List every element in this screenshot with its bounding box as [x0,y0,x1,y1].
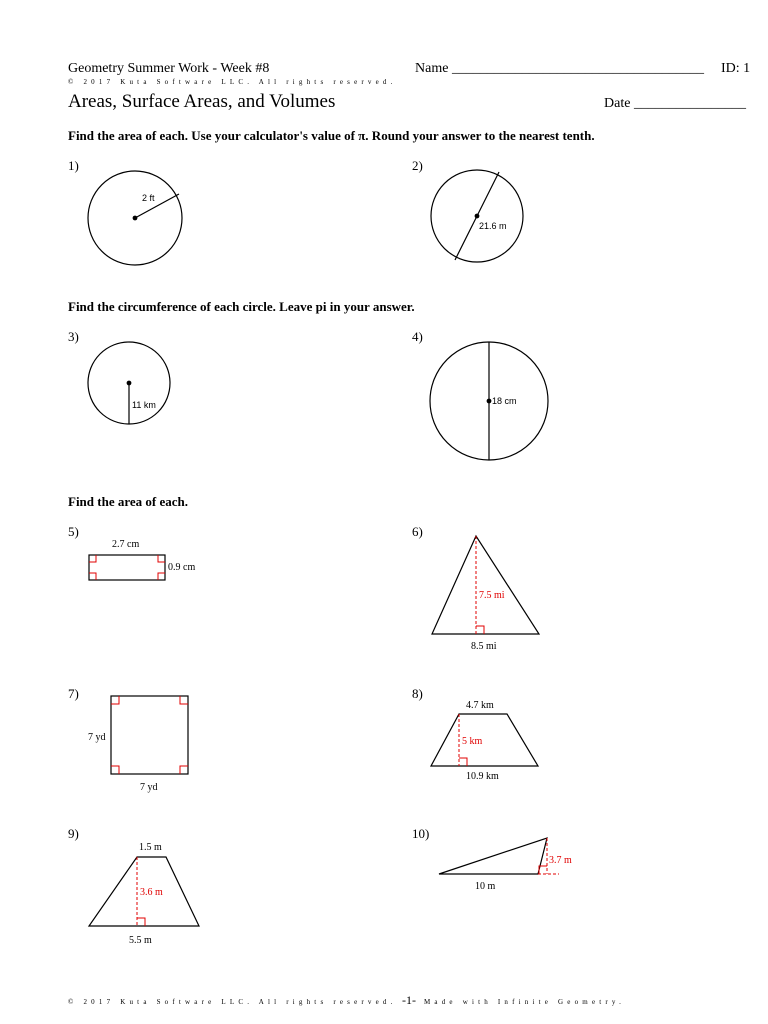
bottom-base-label: 10.9 km [466,771,499,782]
square-shape [111,696,188,774]
diameter-label: 21.6 m [479,221,507,231]
date-line: ________________ [634,96,746,111]
date-label: Date [604,96,631,111]
copyright-notice: © 2017 Kuta Software LLC. All rights reserved. [68,78,397,86]
rectangle-shape [89,555,165,580]
id-label: ID: 1 [721,61,751,76]
section-instruction-area: Find the area of each. [68,494,188,509]
width-label: 2.7 cm [112,539,140,550]
problem-2-circle [425,160,535,270]
name-line: ____________________________________ [452,61,704,76]
footer-copyright: © 2017 Kuta Software LLC. All rights reserved. [68,998,397,1006]
footer-credit: Made with Infinite Geometry. [424,998,626,1006]
height-label: 5 km [462,736,483,747]
right-angle-marker [476,626,484,634]
side-label: 7 yd [88,732,106,743]
trapezoid-shape [431,714,538,766]
problem-1-circle [80,160,200,280]
course-title: Geometry Summer Work - Week #8 [68,61,270,76]
problem-7-square [80,690,210,800]
problem-3-circle [80,335,190,435]
problem-10-triangle [425,830,572,895]
right-angle-markers [111,696,188,774]
problem-number: 9) [68,826,79,841]
diameter-label: 18 cm [492,396,517,406]
center-point [127,381,132,386]
page-number: -1- [402,993,416,1007]
base-label: 10 m [475,881,496,892]
base-label: 8.5 mi [471,641,497,652]
right-angle-marker [137,918,145,926]
problem-number: 5) [68,524,79,539]
center-point [133,216,138,221]
problem-number: 2) [412,158,423,173]
top-base-label: 4.7 km [466,700,494,711]
problem-9-trapezoid [80,835,200,950]
top-base-label: 1.5 m [139,842,162,853]
bottom-base-label: 5.5 m [129,935,152,946]
radius-label: 11 km [132,400,156,410]
problem-number: 8) [412,686,423,701]
height-label: 7.5 mi [479,590,505,601]
right-angle-markers [89,555,165,580]
problem-number: 10) [412,826,430,841]
height-label: 3.6 m [140,887,163,898]
section-instruction-area-rounded: Find the area of each. Use your calculator's value of π. Round your answer to the nearest tenth. [68,128,595,143]
bottom-label: 7 yd [140,782,158,793]
center-point [475,214,480,219]
center-point [487,399,492,404]
problem-4-circle [425,335,555,465]
problem-number: 6) [412,524,423,539]
problem-number: 1) [68,158,79,173]
problem-6-triangle [425,530,555,655]
right-angle-marker [459,758,467,766]
problem-8-trapezoid [425,695,555,785]
height-label: 0.9 cm [168,562,196,573]
worksheet-title: Areas, Surface Areas, and Volumes [68,91,336,112]
triangle-shape [432,536,539,634]
problem-number: 3) [68,329,79,344]
name-label: Name [415,61,449,76]
triangle-shape [439,838,547,874]
problem-5-rectangle [80,535,240,595]
problem-number: 7) [68,686,79,701]
section-instruction-circumference: Find the circumference of each circle. Leave pi in your answer. [68,299,415,314]
problem-number: 4) [412,329,423,344]
height-label: 3.7 m [549,855,572,866]
radius-label: 2 ft [142,193,155,203]
